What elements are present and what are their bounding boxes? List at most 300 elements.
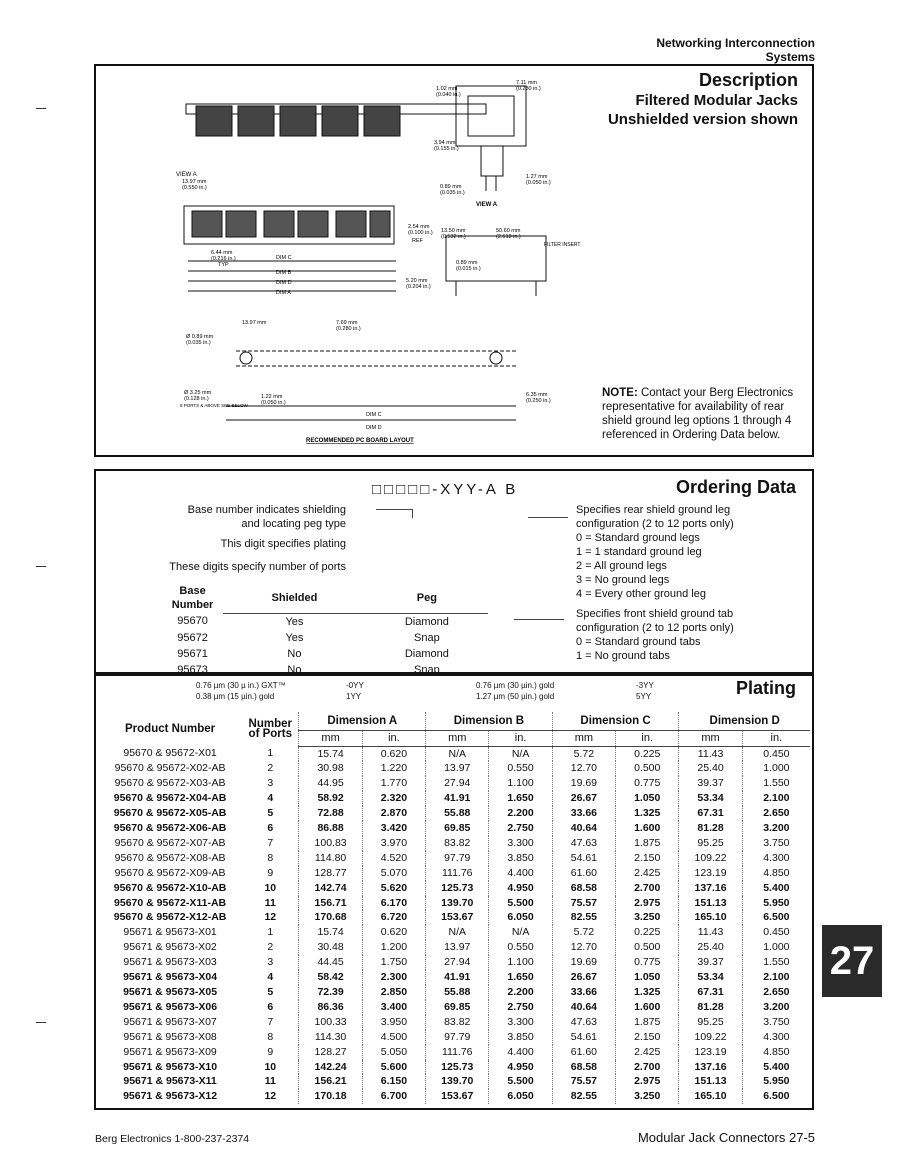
product-number-cell: 95671 & 95673-X11 bbox=[123, 1075, 217, 1088]
table-cell: 82.55 bbox=[552, 1089, 615, 1104]
table-cell: 3.250 bbox=[616, 1089, 679, 1104]
table-cell: 7 bbox=[267, 836, 274, 849]
table-cell: 47.63 bbox=[552, 836, 615, 851]
lbl-0-89c-in: (0.035 in.) bbox=[186, 340, 211, 346]
footer-left: Berg Electronics 1-800-237-2374 bbox=[95, 1133, 250, 1145]
table-cell: 111.76 bbox=[426, 866, 489, 881]
table-cell: 10 bbox=[264, 881, 277, 894]
table-cell: 100.33 bbox=[299, 1015, 362, 1030]
table-cell: 128.77 bbox=[299, 866, 362, 881]
description-title: Description bbox=[698, 70, 798, 90]
opt-line: Specifies front shield ground tab bbox=[576, 608, 734, 620]
table-cell: 2.700 bbox=[616, 1060, 679, 1075]
lbl-0-89c: Ø 0.89 mm bbox=[186, 334, 214, 340]
ordering-left-3: This digit specifies plating bbox=[220, 538, 346, 550]
table-row bbox=[98, 985, 810, 1000]
table-cell: 2.150 bbox=[616, 851, 679, 866]
table-cell: 3.420 bbox=[362, 821, 425, 836]
product-number-cell: 95670 & 95672-X08-AB bbox=[114, 851, 226, 864]
table-cell: 2.200 bbox=[489, 985, 552, 1000]
table-cell: 26.67 bbox=[552, 791, 615, 806]
table-cell: 6.050 bbox=[489, 910, 552, 925]
table-cell: 1.325 bbox=[616, 985, 679, 1000]
table-cell: 8 bbox=[267, 1030, 274, 1043]
table-cell: 5.400 bbox=[742, 881, 810, 896]
lbl-2-54: 2.54 mm bbox=[408, 224, 430, 230]
section-tab: 27 bbox=[822, 925, 882, 997]
table-cell: 6.150 bbox=[362, 1074, 425, 1089]
margin-mark bbox=[36, 566, 46, 567]
cell: 95671 bbox=[177, 647, 208, 660]
table-cell: 12.70 bbox=[552, 940, 615, 955]
table-cell: 1.100 bbox=[489, 776, 552, 791]
product-number-cell: 95670 & 95672-X07-AB bbox=[114, 836, 226, 849]
th-peg: Peg bbox=[366, 583, 488, 613]
ordering-code: □□□□□-XYY-A B bbox=[372, 481, 519, 498]
table-cell: 2.750 bbox=[489, 1000, 552, 1015]
table-cell: 0.620 bbox=[362, 925, 425, 940]
table-cell: 3 bbox=[267, 956, 274, 969]
th-mm: mm bbox=[299, 730, 362, 746]
table-cell: 3.850 bbox=[489, 1030, 552, 1045]
lbl-view-a-side: VIEW A bbox=[476, 202, 498, 208]
table-cell: 153.67 bbox=[426, 1089, 489, 1104]
table-cell: 2.320 bbox=[362, 791, 425, 806]
table-cell: 68.58 bbox=[552, 1060, 615, 1075]
table-row bbox=[98, 1060, 810, 1075]
table-row bbox=[98, 1015, 810, 1030]
table-cell: 30.48 bbox=[299, 940, 362, 955]
table-cell: 2.650 bbox=[742, 806, 810, 821]
table-cell: 82.55 bbox=[552, 910, 615, 925]
code-line-2 bbox=[514, 619, 564, 620]
lbl-ref: REF bbox=[412, 238, 423, 244]
table-cell: 2.200 bbox=[489, 806, 552, 821]
cell: Yes bbox=[285, 631, 304, 644]
table-cell: N/A bbox=[426, 746, 489, 761]
table-cell: 54.61 bbox=[552, 1030, 615, 1045]
table-cell: 5.72 bbox=[552, 746, 615, 761]
table-cell: 6.700 bbox=[362, 1089, 425, 1104]
ordering-left-1: Base number indicates shielding bbox=[187, 504, 346, 516]
table-cell: 3 bbox=[267, 777, 274, 790]
table-cell: 33.66 bbox=[552, 985, 615, 1000]
th-dim-a: Dimension A bbox=[299, 712, 426, 730]
table-cell: 170.68 bbox=[299, 910, 362, 925]
table-cell: 0.775 bbox=[616, 955, 679, 970]
plating-title: Plating bbox=[735, 678, 796, 698]
lbl-50-60-in: (2.618 in.) bbox=[496, 234, 521, 240]
table-cell: 55.88 bbox=[426, 985, 489, 1000]
table-cell: 1.100 bbox=[489, 955, 552, 970]
lbl-13-50-in: (0.532 in.) bbox=[441, 234, 466, 240]
table-cell: 1.650 bbox=[489, 791, 552, 806]
lbl-0-89b-in: (0.015 in.) bbox=[456, 266, 481, 272]
table-cell: 2.100 bbox=[742, 970, 810, 985]
th-shielded: Shielded bbox=[223, 583, 366, 613]
product-number-cell: 95671 & 95673-X03 bbox=[123, 956, 217, 969]
cell: Snap bbox=[414, 631, 440, 644]
table-cell: 53.34 bbox=[679, 791, 742, 806]
product-number-cell: 95670 & 95672-X09-AB bbox=[114, 866, 226, 879]
table-cell: 1 bbox=[267, 747, 274, 760]
table-cell: 61.60 bbox=[552, 866, 615, 881]
opt-line: 3 = No ground legs bbox=[576, 574, 670, 586]
table-cell: 12.70 bbox=[552, 761, 615, 776]
table-cell: 100.83 bbox=[299, 836, 362, 851]
table-cell: 142.74 bbox=[299, 881, 362, 896]
technical-drawing bbox=[96, 66, 596, 455]
table-cell: 1.000 bbox=[742, 761, 810, 776]
table-row bbox=[98, 851, 810, 866]
ordering-title: Ordering Data bbox=[675, 477, 796, 497]
dimension-table bbox=[98, 712, 810, 1104]
table-cell: 4.300 bbox=[742, 1030, 810, 1045]
product-number-cell: 95671 & 95673-X09 bbox=[123, 1045, 217, 1058]
table-cell: 5.950 bbox=[742, 1074, 810, 1089]
note-text: Contact your Berg Electronics representative for availability of rear shield ground leg options 1 through 4 referenced in Ordering Data below. bbox=[602, 387, 794, 441]
product-number-cell: 95671 & 95673-X06 bbox=[123, 1000, 218, 1013]
table-cell: 2.850 bbox=[362, 985, 425, 1000]
table-cell: 1 bbox=[267, 926, 274, 939]
lbl-dim-d: DIM D bbox=[276, 280, 292, 286]
table-cell: 1.600 bbox=[616, 821, 679, 836]
table-cell: 39.37 bbox=[679, 955, 742, 970]
cell: Diamond bbox=[404, 647, 449, 660]
table-cell: 81.28 bbox=[679, 821, 742, 836]
product-number-cell: 95670 & 95672-X02-AB bbox=[114, 762, 226, 775]
table-cell: 5.600 bbox=[362, 1060, 425, 1075]
table-row bbox=[98, 791, 810, 806]
lbl-3-25: Ø 3.25 mm bbox=[184, 390, 212, 396]
table-cell: 5.500 bbox=[489, 896, 552, 911]
table-cell: 47.63 bbox=[552, 1015, 615, 1030]
table-cell: 128.27 bbox=[299, 1045, 362, 1060]
front-assembly bbox=[184, 206, 396, 291]
table-cell: 8 bbox=[267, 851, 274, 864]
plating-options bbox=[196, 680, 696, 702]
lbl-1-02: 1.02 mm bbox=[436, 86, 458, 92]
table-cell: 153.67 bbox=[426, 910, 489, 925]
table-cell: 12 bbox=[264, 911, 277, 924]
table-cell: 9 bbox=[267, 1045, 274, 1058]
cell: 95672 bbox=[177, 631, 208, 644]
lbl-7-69-in: (0.280 in.) bbox=[336, 326, 361, 332]
lbl-dim-c: DIM C bbox=[276, 255, 292, 261]
product-number-cell: 95671 & 95673-X05 bbox=[123, 986, 218, 998]
table-cell: 1.875 bbox=[616, 1015, 679, 1030]
table-cell: 2.300 bbox=[362, 970, 425, 985]
lbl-7-11-in: (0.280 in.) bbox=[516, 86, 541, 92]
lbl-50-60: 50.60 mm bbox=[496, 228, 521, 234]
table-cell: 40.64 bbox=[552, 821, 615, 836]
table-cell: 3.850 bbox=[489, 851, 552, 866]
note-label: NOTE: bbox=[602, 387, 638, 399]
table-row bbox=[98, 806, 810, 821]
table-cell: 1.200 bbox=[362, 940, 425, 955]
lbl-ports-note: 8 PORTS & ABOVE SEE BELOW bbox=[180, 403, 248, 408]
table-cell: 67.31 bbox=[679, 806, 742, 821]
table-cell: 4.400 bbox=[489, 866, 552, 881]
table-cell: 6.500 bbox=[742, 910, 810, 925]
product-number-cell: 95670 & 95672-X10-AB bbox=[113, 881, 227, 894]
table-cell: 86.36 bbox=[299, 1000, 362, 1015]
table-cell: 13.97 bbox=[426, 761, 489, 776]
rear-shield-options bbox=[576, 503, 734, 601]
lbl-dim-c2: DIM C bbox=[366, 412, 382, 418]
table-cell: 151.13 bbox=[679, 1074, 742, 1089]
table-cell: 114.30 bbox=[299, 1030, 362, 1045]
lbl-6-35-in: (0.250 in.) bbox=[526, 398, 551, 404]
table-cell: 75.57 bbox=[552, 896, 615, 911]
table-cell: 5.050 bbox=[362, 1045, 425, 1060]
table-cell: 2.750 bbox=[489, 821, 552, 836]
th-mm: mm bbox=[552, 730, 615, 746]
table-cell: 6.050 bbox=[489, 1089, 552, 1104]
table-row bbox=[98, 910, 810, 925]
table-cell: 2.425 bbox=[616, 866, 679, 881]
product-number-cell: 95670 & 95672-X06-AB bbox=[113, 822, 227, 835]
product-number-cell: 95671 & 95673-X04 bbox=[123, 971, 218, 984]
table-row bbox=[98, 896, 810, 911]
opt-line: 4 = Every other ground leg bbox=[576, 588, 706, 600]
table-cell: 69.85 bbox=[426, 1000, 489, 1015]
pcb-layout bbox=[226, 351, 516, 420]
table-cell: 95.25 bbox=[679, 1015, 742, 1030]
table-row bbox=[98, 866, 810, 881]
plating-opt: 0.76 µm (30 µ in.) GXT™ bbox=[196, 681, 286, 690]
opt-line: 0 = Standard ground tabs bbox=[576, 636, 701, 648]
table-cell: 13.97 bbox=[426, 940, 489, 955]
table-cell: N/A bbox=[426, 925, 489, 940]
description-header bbox=[608, 70, 798, 129]
table-cell: 27.94 bbox=[426, 776, 489, 791]
table-cell: 55.88 bbox=[426, 806, 489, 821]
th-in: in. bbox=[742, 730, 810, 746]
table-cell: 0.500 bbox=[616, 761, 679, 776]
table-cell: 3.200 bbox=[742, 1000, 810, 1015]
th-product: Product Number bbox=[125, 723, 216, 735]
lbl-dim-b: DIM B bbox=[276, 270, 292, 276]
table-row bbox=[162, 646, 488, 662]
product-number-cell: 95670 & 95672-X11-AB bbox=[114, 896, 227, 909]
lbl-0-89-in: (0.035 in.) bbox=[440, 190, 465, 196]
table-cell: 19.69 bbox=[552, 776, 615, 791]
table-cell: 11.43 bbox=[679, 925, 742, 940]
table-cell: 2 bbox=[267, 762, 274, 775]
plating-code: -0YY bbox=[346, 681, 364, 690]
header-line1: Networking Interconnection bbox=[656, 36, 815, 50]
table-row bbox=[98, 925, 810, 940]
table-cell: 1.875 bbox=[616, 836, 679, 851]
plating-option-row bbox=[196, 680, 696, 691]
plating-code: -3YY bbox=[636, 681, 654, 690]
table-cell: 3.400 bbox=[362, 1000, 425, 1015]
plating-option-row bbox=[196, 691, 696, 702]
table-cell: 4.300 bbox=[742, 851, 810, 866]
table-cell: 3.970 bbox=[362, 836, 425, 851]
table-cell: 40.64 bbox=[552, 1000, 615, 1015]
table-cell: 0.225 bbox=[616, 746, 679, 761]
table-cell: 6.720 bbox=[362, 910, 425, 925]
opt-line: configuration (2 to 12 ports only) bbox=[576, 622, 734, 634]
table-cell: 125.73 bbox=[426, 881, 489, 896]
table-cell: 3.950 bbox=[362, 1015, 425, 1030]
th-dim-c: Dimension C bbox=[552, 712, 679, 730]
lbl-pcb-layout: RECOMMENDED PC BOARD LAYOUT bbox=[306, 438, 414, 444]
table-cell: 41.91 bbox=[426, 791, 489, 806]
th-mm: mm bbox=[426, 730, 489, 746]
cell: No bbox=[287, 663, 302, 676]
table-row bbox=[98, 1000, 810, 1015]
description-section bbox=[94, 64, 814, 457]
table-cell: 156.21 bbox=[299, 1074, 362, 1089]
table-cell: 139.70 bbox=[426, 896, 489, 911]
table-cell: 4.520 bbox=[362, 851, 425, 866]
lbl-1-02-in: (0.040 in.) bbox=[436, 92, 461, 98]
table-cell: 3.300 bbox=[489, 836, 552, 851]
table-cell: 4.850 bbox=[742, 866, 810, 881]
table-cell: 111.76 bbox=[426, 1045, 489, 1060]
lbl-0-89b: 0.89 mm bbox=[456, 260, 478, 266]
table-cell: 54.61 bbox=[552, 851, 615, 866]
code-line bbox=[528, 517, 568, 518]
table-cell: 2.975 bbox=[616, 896, 679, 911]
table-cell: 1.050 bbox=[616, 970, 679, 985]
page-header bbox=[656, 36, 815, 64]
table-cell: 6.500 bbox=[742, 1089, 810, 1104]
table-cell: 5.070 bbox=[362, 866, 425, 881]
table-cell: 2.870 bbox=[362, 806, 425, 821]
table-cell: 53.34 bbox=[679, 970, 742, 985]
table-cell: 2.150 bbox=[616, 1030, 679, 1045]
table-cell: 25.40 bbox=[679, 940, 742, 955]
table-cell: 6.170 bbox=[362, 896, 425, 911]
opt-line: Specifies rear shield ground leg bbox=[576, 504, 731, 516]
table-cell: 3.750 bbox=[742, 1015, 810, 1030]
th-in: in. bbox=[616, 730, 679, 746]
side-view bbox=[456, 86, 526, 191]
table-cell: 2.425 bbox=[616, 1045, 679, 1060]
table-row bbox=[98, 1045, 810, 1060]
table-cell: 2.100 bbox=[742, 791, 810, 806]
lbl-6-44: 6.44 mm bbox=[211, 250, 233, 256]
table-cell: 1.000 bbox=[742, 940, 810, 955]
table-cell: 5.620 bbox=[362, 881, 425, 896]
table-cell: 3.250 bbox=[616, 910, 679, 925]
table-cell: 97.79 bbox=[426, 1030, 489, 1045]
th-base: Base Number bbox=[171, 585, 214, 611]
table-cell: 137.16 bbox=[679, 881, 742, 896]
th-in: in. bbox=[362, 730, 425, 746]
table-cell: 1.770 bbox=[362, 776, 425, 791]
table-cell: N/A bbox=[489, 925, 552, 940]
ordering-left-4: These digits specify number of ports bbox=[169, 561, 346, 573]
lbl-filter: FILTER INSERT bbox=[544, 242, 581, 248]
table-cell: 58.92 bbox=[299, 791, 362, 806]
table-cell: 165.10 bbox=[679, 910, 742, 925]
product-number-cell: 95671 & 95673-X07 bbox=[123, 1015, 217, 1028]
table-cell: 11 bbox=[264, 896, 276, 909]
product-number-cell: 95671 & 95673-X08 bbox=[123, 1030, 217, 1043]
table-cell: 15.74 bbox=[299, 925, 362, 940]
table-cell: 0.450 bbox=[742, 925, 810, 940]
table-cell: 1.550 bbox=[742, 955, 810, 970]
table-cell: 10 bbox=[264, 1060, 277, 1073]
table-cell: 72.88 bbox=[299, 806, 362, 821]
table-cell: 39.37 bbox=[679, 776, 742, 791]
table-cell: 109.22 bbox=[679, 851, 742, 866]
table-cell: 109.22 bbox=[679, 1030, 742, 1045]
lbl-dim-a: DIM A bbox=[276, 290, 291, 296]
description-subtitle1: Filtered Modular Jacks bbox=[635, 92, 798, 109]
table-cell: 123.19 bbox=[679, 866, 742, 881]
table-cell: 11.43 bbox=[679, 746, 742, 761]
description-subtitle2: Unshielded version shown bbox=[607, 111, 798, 128]
cell: No bbox=[287, 647, 302, 660]
table-cell: 1.220 bbox=[362, 761, 425, 776]
table-cell: 83.82 bbox=[426, 1015, 489, 1030]
th-dim-b: Dimension B bbox=[426, 712, 553, 730]
table-cell: 33.66 bbox=[552, 806, 615, 821]
th-ports: Number of Ports bbox=[248, 718, 292, 740]
table-cell: 67.31 bbox=[679, 985, 742, 1000]
base-number-table bbox=[162, 583, 488, 678]
table-cell: 137.16 bbox=[679, 1060, 742, 1075]
table-cell: 156.71 bbox=[299, 896, 362, 911]
product-number-cell: 95670 & 95672-X04-AB bbox=[113, 792, 227, 805]
lbl-1-22-in: (0.050 in.) bbox=[261, 400, 286, 406]
table-cell: 4.400 bbox=[489, 1045, 552, 1060]
table-cell: 19.69 bbox=[552, 955, 615, 970]
code-bracket bbox=[376, 509, 413, 518]
lbl-0-89: 0.89 mm bbox=[440, 184, 462, 190]
description-note bbox=[602, 386, 807, 442]
plating-section bbox=[94, 674, 814, 1110]
table-cell: 3.200 bbox=[742, 821, 810, 836]
th-mm: mm bbox=[679, 730, 742, 746]
margin-mark bbox=[36, 108, 46, 109]
table-cell: 5 bbox=[267, 807, 274, 820]
th-in: in. bbox=[489, 730, 552, 746]
lbl-2-54-in: (0.100 in.) bbox=[408, 230, 433, 236]
table-cell: 72.39 bbox=[299, 985, 362, 1000]
lbl-7-69: 7.69 mm bbox=[336, 320, 358, 326]
lbl-5-20: 5.20 mm bbox=[406, 278, 428, 284]
table-cell: 5.400 bbox=[742, 1060, 810, 1075]
table-cell: 0.620 bbox=[362, 746, 425, 761]
product-number-cell: 95670 & 95672-X05-AB bbox=[113, 807, 227, 820]
table-cell: 0.500 bbox=[616, 940, 679, 955]
lbl-typ: TYP bbox=[218, 262, 229, 268]
table-cell: 165.10 bbox=[679, 1089, 742, 1104]
lbl-3-25-in: (0.128 in.) bbox=[184, 396, 209, 402]
opt-line: configuration (2 to 12 ports only) bbox=[576, 518, 734, 530]
table-cell: 41.91 bbox=[426, 970, 489, 985]
table-cell: 0.550 bbox=[489, 940, 552, 955]
lbl-13-97-in: (0.550 in.) bbox=[182, 185, 207, 191]
margin-mark bbox=[36, 1022, 46, 1023]
table-cell: 44.95 bbox=[299, 776, 362, 791]
table-cell: 68.58 bbox=[552, 881, 615, 896]
table-row bbox=[98, 1089, 810, 1104]
lbl-5-20-in: (0.204 in.) bbox=[406, 284, 431, 290]
table-cell: 5.500 bbox=[489, 1074, 552, 1089]
th-dim-d: Dimension D bbox=[679, 712, 810, 730]
lbl-view-a: VIEW A bbox=[176, 172, 197, 178]
table-cell: N/A bbox=[489, 746, 552, 761]
table-cell: 0.225 bbox=[616, 925, 679, 940]
